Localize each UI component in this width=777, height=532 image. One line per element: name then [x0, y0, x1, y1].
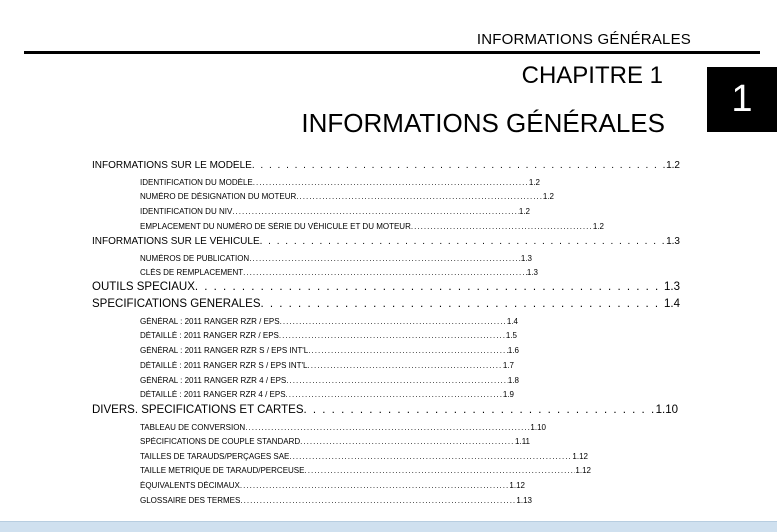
toc-entry-page: 1.3 — [520, 254, 532, 263]
toc-leader — [308, 361, 503, 370]
toc-entry-page: 1.3 — [526, 268, 538, 277]
toc-subentry[interactable] — [140, 207, 530, 219]
toc-entry-title: INFORMATIONS SUR LE VÉHICULE — [92, 236, 260, 247]
toc-leader — [243, 268, 527, 277]
toc-entry-page: 1.9 — [502, 390, 514, 399]
toc-leader — [296, 192, 543, 201]
chapter-tab: 1 — [707, 67, 777, 132]
toc-entry-title: INFORMATIONS SUR LE MODÈLE — [92, 160, 252, 171]
toc-subentry[interactable] — [140, 361, 514, 373]
toc-entry-title: NUMÉRO DE DÉSIGNATION DU MOTEUR — [140, 192, 297, 201]
toc-entry-title: GÉNÉRAL : 2011 RANGER RZR / EPS — [140, 317, 280, 326]
toc-leader — [240, 496, 516, 505]
toc-leader — [261, 298, 665, 310]
toc-leader — [280, 317, 507, 326]
toc-entry-title: GÉNÉRAL : 2011 RANGER RZR S / EPS INT'L — [140, 346, 309, 355]
toc-entry[interactable] — [92, 281, 680, 297]
toc-leader — [286, 390, 503, 399]
toc-leader — [260, 236, 666, 247]
toc-leader — [252, 160, 666, 171]
toc-entry-page: 1.2 — [542, 192, 554, 201]
toc-entry-page: 1.13 — [516, 496, 532, 505]
toc-subentry[interactable] — [140, 423, 546, 435]
toc-entry-page: 1.10 — [530, 423, 546, 432]
toc-subentry[interactable] — [140, 437, 530, 449]
toc-leader — [300, 437, 515, 446]
toc-entry-page: 1.12 — [509, 481, 525, 490]
toc-entry-page: 1.3 — [664, 281, 680, 293]
toc-subentry[interactable] — [140, 331, 517, 343]
toc-subentry[interactable] — [140, 346, 519, 358]
toc-entry-title: NUMÉROS DE PUBLICATION — [140, 254, 250, 263]
toc-entry-title: TAILLES DE TARAUDS/PERÇAGES SAE — [140, 452, 290, 461]
toc-leader — [279, 331, 506, 340]
toc-subentry[interactable] — [140, 254, 532, 266]
toc-entry-title: TABLEAU DE CONVERSION — [140, 423, 246, 432]
toc-entry-title: SPÉCIFICATIONS GÉNÉRALES — [92, 298, 261, 310]
toc-entry-title: DÉTAILLÉ : 2011 RANGER RZR / EPS — [140, 331, 279, 340]
toc-entry[interactable] — [92, 160, 680, 174]
toc-subentry[interactable] — [140, 466, 591, 478]
chapter-title: INFORMATIONS GÉNÉRALES — [301, 108, 665, 138]
toc-leader — [286, 376, 508, 385]
toc-leader — [308, 346, 508, 355]
toc-entry-page: 1.4 — [664, 298, 680, 310]
toc-entry-page: 1.12 — [575, 466, 591, 475]
toc-entry[interactable] — [92, 404, 678, 420]
toc-entry-title: TAILLE METRIQUE DE TARAUD/PERCEUSE — [140, 466, 305, 475]
toc-leader — [245, 423, 530, 432]
toc-subentry[interactable] — [140, 390, 514, 402]
toc-entry-title: IDENTIFICATION DU MODÈLE — [140, 178, 253, 187]
toc-entry-page: 1.2 — [528, 178, 540, 187]
toc-entry-page: 1.4 — [506, 317, 518, 326]
toc-entry-title: OUTILS SPÉCIAUX — [92, 281, 195, 293]
toc-subentry[interactable] — [140, 452, 588, 464]
toc-entry-page: 1.5 — [505, 331, 517, 340]
toc-leader — [232, 207, 519, 216]
toc-entry-title: CLÉS DE REMPLACEMENT — [140, 268, 244, 277]
toc-leader — [240, 481, 510, 490]
toc-subentry[interactable] — [140, 192, 554, 204]
toc-entry[interactable] — [92, 236, 680, 250]
toc-entry-title: GÉNÉRAL : 2011 RANGER RZR 4 / EPS — [140, 376, 287, 385]
toc-entry-title: DÉTAILLÉ : 2011 RANGER RZR 4 / EPS — [140, 390, 286, 399]
toc-entry[interactable] — [92, 298, 680, 314]
toc-subentry[interactable] — [140, 222, 604, 234]
toc-leader — [304, 404, 656, 416]
running-header: INFORMATIONS GÉNÉRALES — [476, 31, 691, 48]
toc-entry-page: 1.6 — [507, 346, 519, 355]
toc-subentry[interactable] — [140, 178, 540, 190]
toc-entry-title: DIVERS. SPÉCIFICATIONS ET CARTES — [92, 404, 304, 416]
toc-leader — [195, 281, 664, 293]
toc-subentry[interactable] — [140, 496, 532, 508]
toc-entry-title: EMPLACEMENT DU NUMÉRO DE SÉRIE DU VÉHICULE ET DU MOTEUR — [140, 222, 411, 231]
toc-entry-page: 1.3 — [666, 236, 680, 247]
toc-entry-title: GLOSSAIRE DES TERMES — [140, 496, 241, 505]
toc-subentry[interactable] — [140, 268, 538, 280]
toc-subentry[interactable] — [140, 376, 519, 388]
toc-entry-title: DÉTAILLÉ : 2011 RANGER RZR S / EPS INT'L — [140, 361, 308, 370]
toc-leader — [304, 466, 575, 475]
toc-entry-page: 1.12 — [572, 452, 588, 461]
toc-entry-page: 1.8 — [507, 376, 519, 385]
toc-leader — [289, 452, 572, 461]
toc-entry-title: SPÉCIFICATIONS DE COUPLE STANDARD — [140, 437, 301, 446]
toc-leader — [411, 222, 593, 231]
toc-leader — [253, 178, 529, 187]
toc-subentry[interactable] — [140, 481, 525, 493]
toc-leader — [249, 254, 521, 263]
toc-subentry[interactable] — [140, 317, 518, 329]
header-rule — [24, 51, 760, 54]
toc-entry-page: 1.2 — [666, 160, 680, 171]
toc-entry-page: 1.7 — [502, 361, 514, 370]
toc-entry-page: 1.2 — [518, 207, 530, 216]
viewer-bottom-bar — [0, 521, 777, 532]
toc-entry-title: ÉQUIVALENTS DÉCIMAUX — [140, 481, 240, 490]
toc-entry-page: 1.2 — [592, 222, 604, 231]
chapter-label: CHAPITRE 1 — [521, 62, 663, 89]
toc-entry-title: IDENTIFICATION DU NIV — [140, 207, 233, 216]
toc-entry-page: 1.10 — [655, 404, 678, 416]
toc-entry-page: 1.11 — [515, 437, 530, 446]
